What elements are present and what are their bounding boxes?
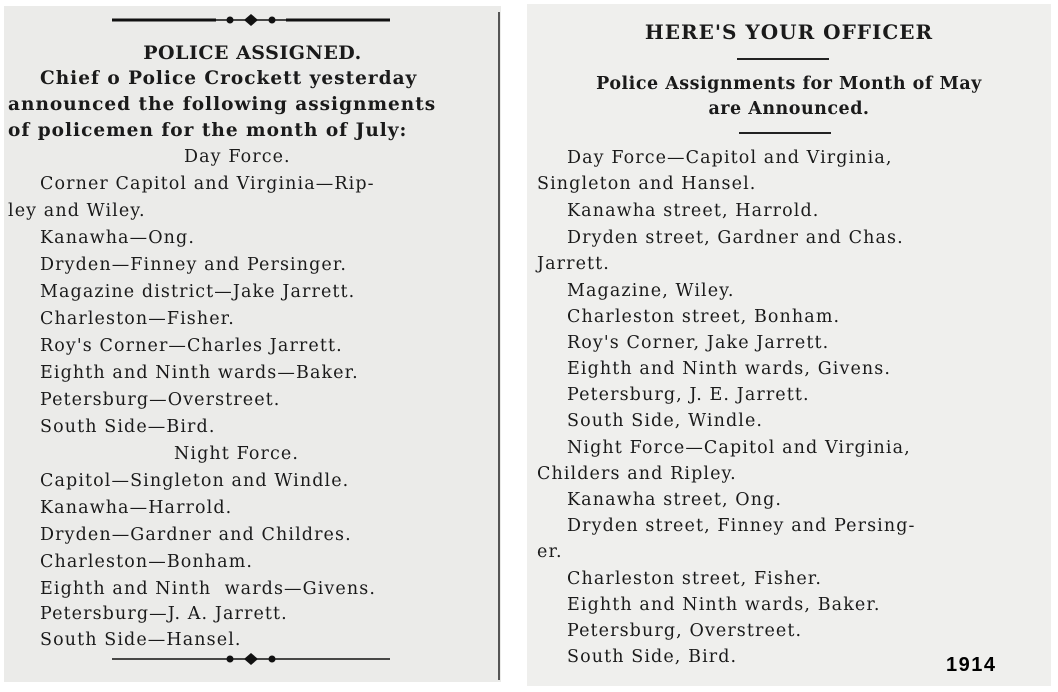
text-line: Charleston—Fisher. [40, 309, 235, 329]
text-line: Kanawha street, Ong. [567, 490, 783, 510]
text-line: Kanawha—Harrold. [40, 498, 233, 518]
text-line: South Side—Hansel. [40, 630, 242, 650]
subheadline-divider [739, 132, 831, 134]
headline: POLICE ASSIGNED. [143, 42, 362, 64]
text-line: Dryden—Finney and Persinger. [40, 255, 348, 275]
section-heading: Night Force. [174, 444, 299, 464]
text-line: Kanawha—Ong. [40, 228, 195, 248]
text-line: Dryden—Gardner and Childres. [40, 525, 352, 545]
subheadline-line: Police Assignments for Month of May [596, 74, 982, 94]
intro-line: announced the following assignments [8, 94, 437, 115]
text-line: Roy's Corner—Charles Jarrett. [40, 336, 343, 356]
text-line: South Side, Windle. [567, 411, 764, 431]
text-line: Magazine district—Jake Jarrett. [40, 282, 356, 302]
text-line: Capitol—Singleton and Windle. [40, 471, 350, 491]
text-line: Eighth and Ninth wards, Baker. [567, 595, 881, 615]
text-line: South Side—Bird. [40, 417, 216, 437]
text-line: Petersburg—Overstreet. [40, 390, 281, 410]
text-line: Petersburg—J. A. Jarrett. [40, 604, 288, 624]
text-line: Petersburg, J. E. Jarrett. [567, 385, 810, 405]
text-line: Charleston—Bonham. [40, 552, 254, 572]
text-line: Singleton and Hansel. [537, 174, 757, 194]
text-line: Dryden street, Finney and Persing- [567, 516, 916, 536]
text-line: Kanawha street, Harrold. [567, 201, 820, 221]
subheadline-line: are Announced. [708, 99, 870, 119]
text-line: Night Force—Capitol and Virginia, [567, 438, 911, 458]
left-newspaper-clipping [4, 6, 501, 682]
right-newspaper-clipping [527, 4, 1051, 686]
text-line: Dryden street, Gardner and Chas. [567, 228, 904, 248]
text-line: Roy's Corner, Jake Jarrett. [567, 333, 830, 353]
text-line: South Side, Bird. [567, 647, 738, 667]
text-line: Day Force—Capitol and Virginia, [567, 148, 893, 168]
text-line: Corner Capitol and Virginia—Rip- [40, 174, 375, 194]
intro-line: Chief o Police Crockett yesterday [40, 68, 418, 89]
column-divider [498, 12, 500, 680]
intro-line: of policemen for the month of July: [8, 120, 408, 141]
headline-divider [737, 58, 829, 60]
text-line: Petersburg, Overstreet. [567, 621, 803, 641]
text-line: Eighth and Ninth wards—Baker. [40, 363, 359, 383]
text-line: Magazine, Wiley. [567, 281, 735, 301]
text-line: ley and Wiley. [8, 201, 146, 221]
text-line: Childers and Ripley. [537, 464, 737, 484]
section-heading: Day Force. [184, 147, 291, 167]
text-line: Charleston street, Bonham. [567, 307, 841, 327]
top-ornament-rule [112, 12, 390, 28]
headline: HERE'S YOUR OFFICER [644, 20, 934, 44]
text-line: Charleston street, Fisher. [567, 569, 822, 589]
year-label: 1914 [946, 654, 997, 676]
text-line: Jarrett. [537, 254, 610, 274]
bottom-ornament-rule [112, 651, 390, 667]
text-line: er. [537, 542, 563, 562]
text-line: Eighth and Ninth wards, Givens. [567, 359, 892, 379]
text-line: Eighth and Ninth wards—Givens. [40, 579, 376, 599]
